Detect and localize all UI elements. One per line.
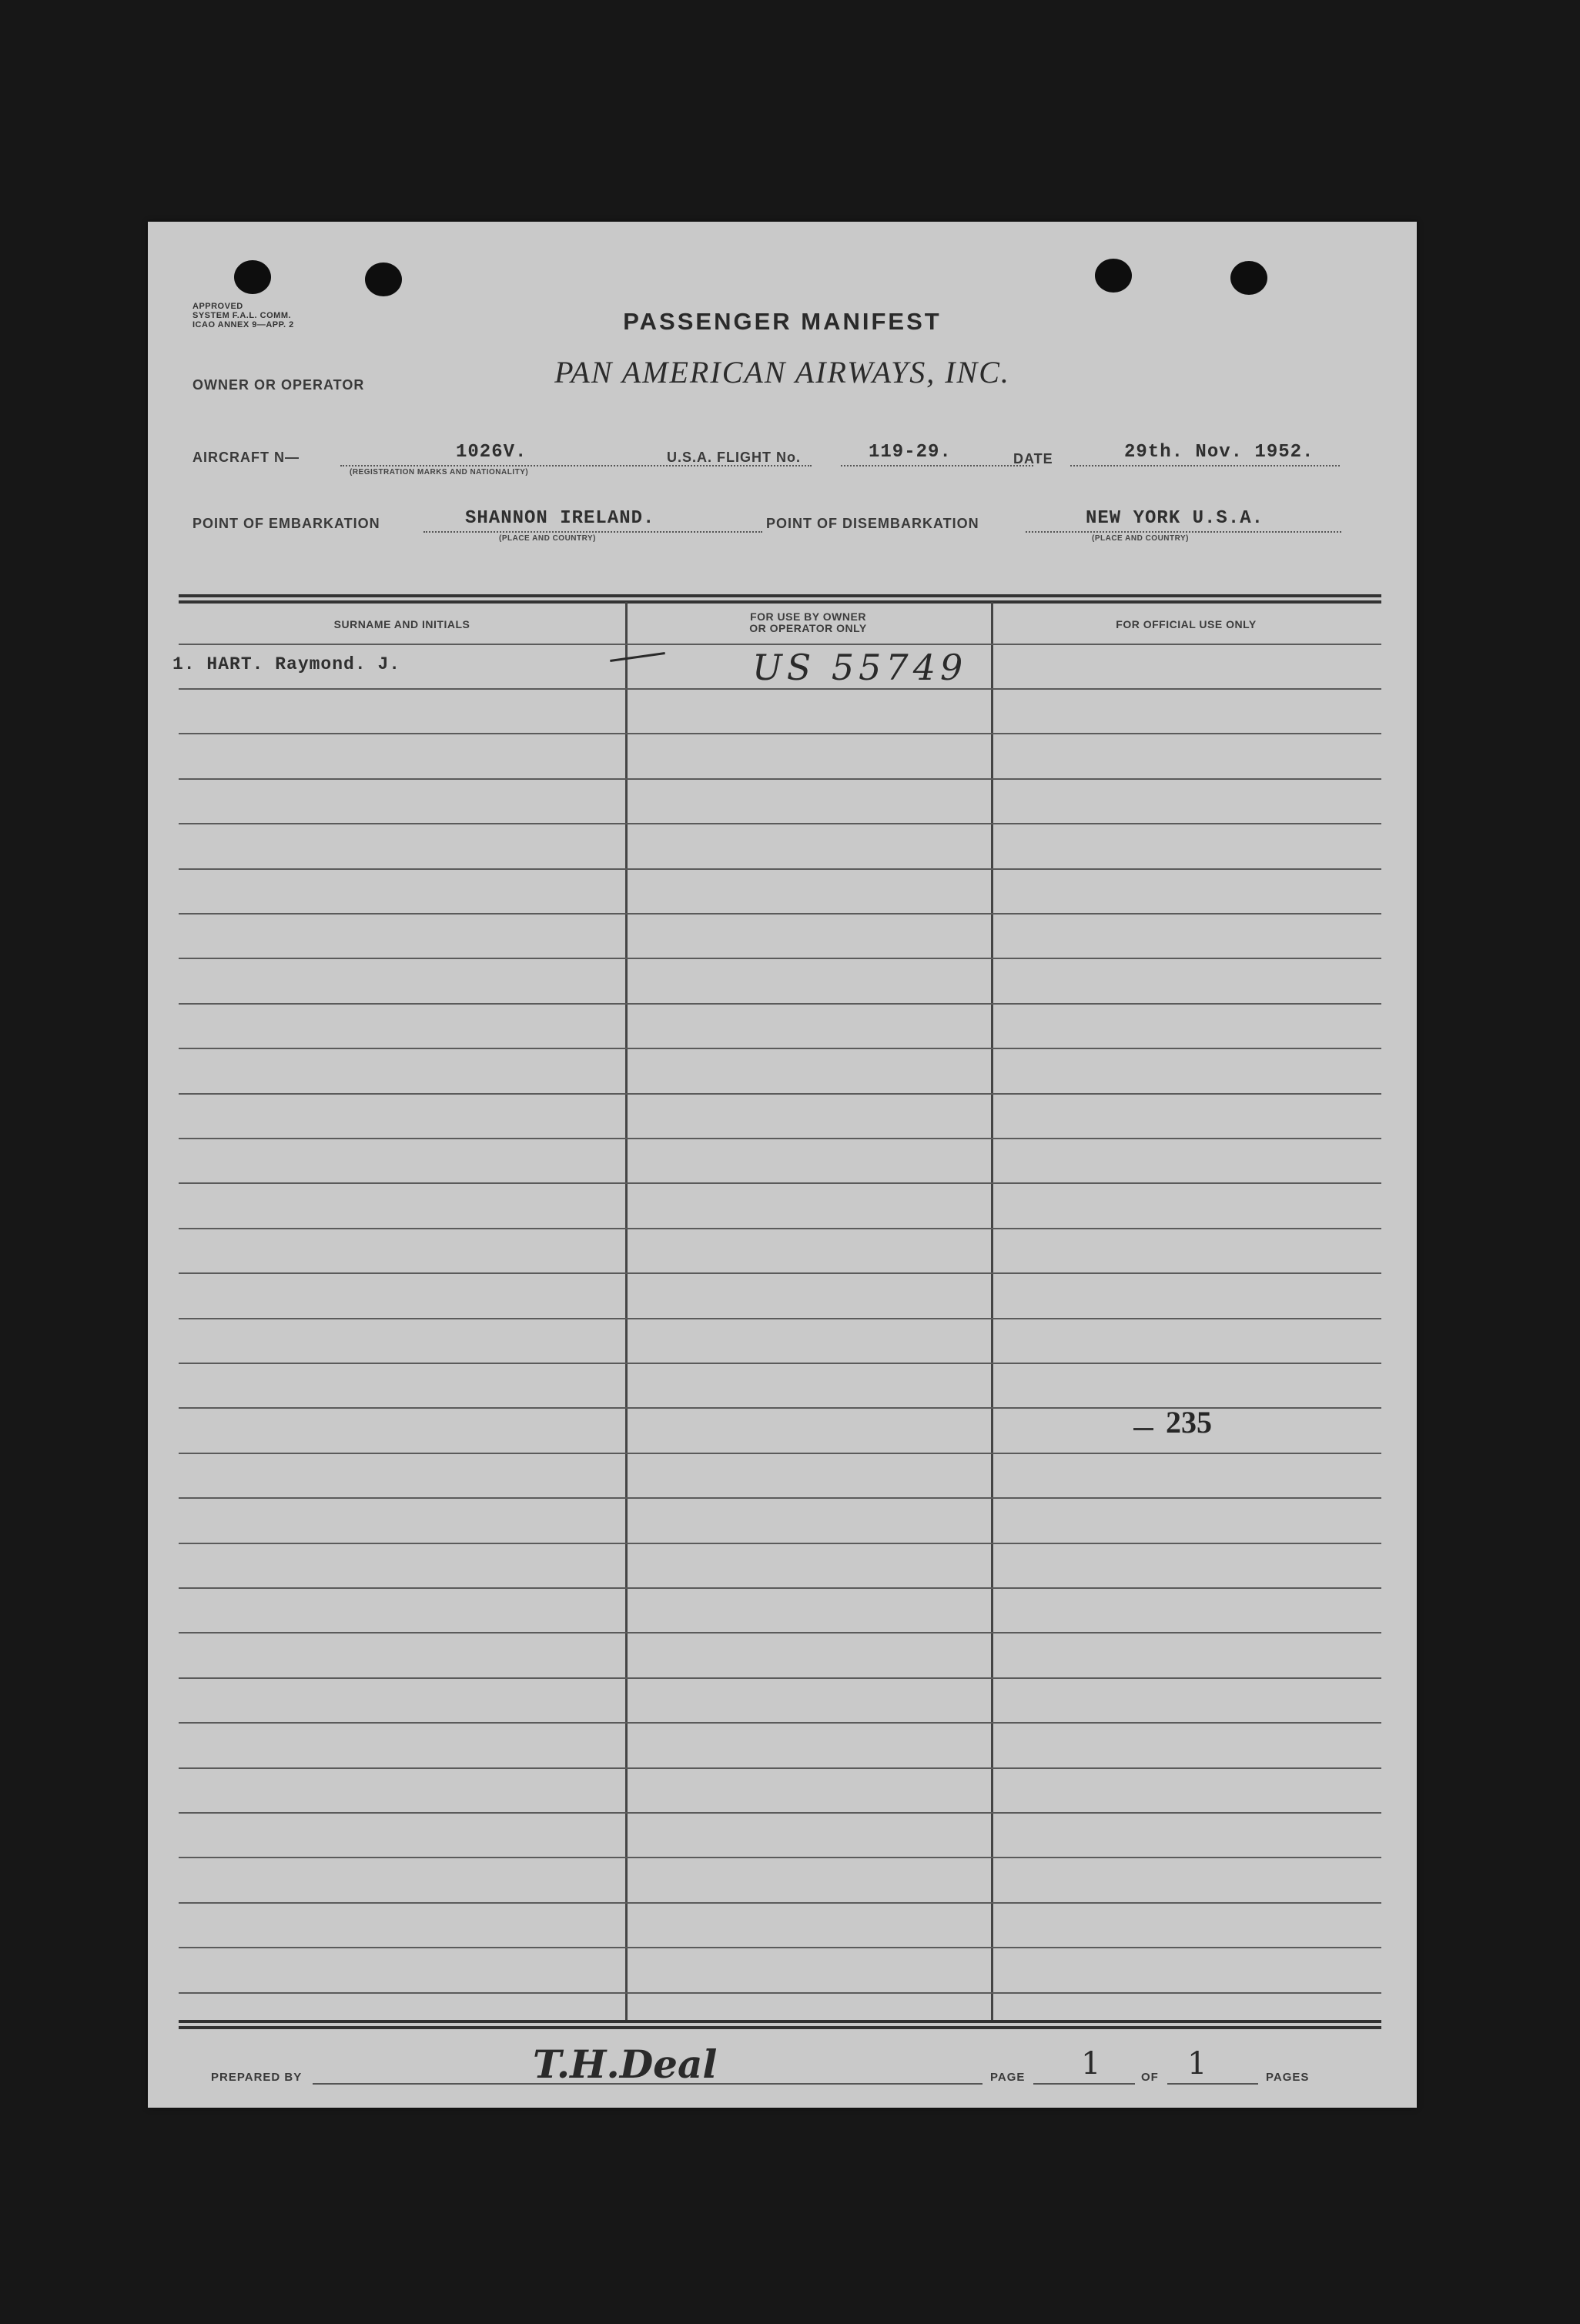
row-rule <box>179 1093 1381 1095</box>
flight-value: 119-29. <box>869 442 952 463</box>
passenger-name: 1. HART. Raymond. J. <box>172 654 401 674</box>
row-rule <box>179 1722 1381 1724</box>
stamp-dash <box>1133 1428 1153 1430</box>
page-underline <box>1033 2083 1135 2085</box>
row-rule <box>179 1138 1381 1139</box>
owner-use-value: US 55749 <box>752 647 968 688</box>
row-rule <box>179 1947 1381 1948</box>
pages-label: PAGES <box>1266 2071 1310 2084</box>
dash-mark <box>610 652 665 662</box>
disembarkation-underline <box>1026 531 1341 533</box>
row-rule <box>179 1632 1381 1633</box>
document-title: PASSENGER MANIFEST <box>623 308 942 335</box>
row-rule <box>179 1767 1381 1769</box>
aircraft-value: 1026V. <box>456 442 527 463</box>
of-underline <box>1167 2083 1258 2085</box>
row-rule <box>179 688 1381 690</box>
owner-operator-label: OWNER OR OPERATOR <box>192 377 365 393</box>
row-rule <box>179 1902 1381 1904</box>
row-rule <box>179 1363 1381 1364</box>
manifest-sheet <box>148 222 1417 2108</box>
row-rule <box>179 1587 1381 1589</box>
header-rule <box>179 644 1381 645</box>
column-header-official: FOR OFFICIAL USE ONLY <box>1116 618 1257 630</box>
row-rule <box>179 1228 1381 1229</box>
row-rule <box>179 913 1381 915</box>
row-rule <box>179 958 1381 959</box>
table-top-rule <box>179 594 1381 597</box>
prepared-by-label: PREPARED BY <box>211 2071 303 2084</box>
aircraft-sublabel: (REGISTRATION MARKS AND NATIONALITY) <box>350 468 529 477</box>
row-rule <box>179 1318 1381 1319</box>
date-label: DATE <box>1013 451 1053 466</box>
row-rule <box>179 1857 1381 1858</box>
row-rule <box>179 1182 1381 1184</box>
row-rule <box>179 1543 1381 1544</box>
punch-hole <box>365 262 402 296</box>
row-rule <box>179 823 1381 824</box>
punch-hole <box>1095 259 1132 293</box>
approval-line: ICAO ANNEX 9—APP. 2 <box>192 320 294 329</box>
row-rule <box>179 778 1381 780</box>
embarkation-sublabel: (PLACE AND COUNTRY) <box>499 534 596 543</box>
column-header-surname: SURNAME AND INITIALS <box>333 618 470 630</box>
row-rule <box>179 1992 1381 1994</box>
total-pages: 1 <box>1187 2046 1207 2082</box>
column-divider <box>625 602 628 2021</box>
flight-underline <box>841 465 1033 466</box>
date-value: 29th. Nov. 1952. <box>1124 442 1314 463</box>
disembarkation-label: POINT OF DISEMBARKATION <box>766 516 979 531</box>
row-rule <box>179 1272 1381 1274</box>
column-divider <box>991 602 993 2021</box>
row-rule <box>179 1677 1381 1679</box>
disembarkation-value: NEW YORK U.S.A. <box>1086 508 1264 529</box>
passenger-table <box>172 594 1381 2028</box>
flight-label: U.S.A. FLIGHT No. <box>667 450 801 465</box>
column-header-line: OR OPERATOR ONLY <box>749 622 867 634</box>
table-bottom-rule <box>179 2026 1381 2029</box>
row-rule <box>179 1003 1381 1005</box>
table-bottom-rule <box>179 2020 1381 2023</box>
disembarkation-sublabel: (PLACE AND COUNTRY) <box>1092 534 1189 543</box>
date-underline <box>1070 465 1340 466</box>
column-header-line: FOR USE BY OWNER <box>750 610 866 623</box>
row-rule <box>179 1453 1381 1454</box>
row-rule <box>179 1812 1381 1814</box>
row-rule <box>179 733 1381 734</box>
punch-hole <box>1230 261 1267 295</box>
embarkation-value: SHANNON IRELAND. <box>465 508 655 529</box>
approval-line: APPROVED <box>192 302 243 311</box>
of-label: OF <box>1141 2071 1159 2084</box>
embarkation-label: POINT OF EMBARKATION <box>192 516 380 531</box>
page-label: PAGE <box>990 2071 1026 2084</box>
row-rule <box>179 1048 1381 1049</box>
row-rule <box>179 868 1381 870</box>
aircraft-label: AIRCRAFT N— <box>192 450 300 465</box>
column-header-owner-use <box>625 611 991 634</box>
table-top-rule <box>179 600 1381 604</box>
row-rule <box>179 1497 1381 1499</box>
stamp-number: 235 <box>1166 1405 1212 1440</box>
company-name: PAN AMERICAN AIRWAYS, INC. <box>554 355 1010 390</box>
embarkation-underline <box>423 531 762 533</box>
approval-line: SYSTEM F.A.L. COMM. <box>192 311 292 320</box>
preparer-signature: T.H.Deal <box>533 2041 718 2087</box>
page-number: 1 <box>1081 2046 1101 2082</box>
punch-hole <box>234 260 271 294</box>
